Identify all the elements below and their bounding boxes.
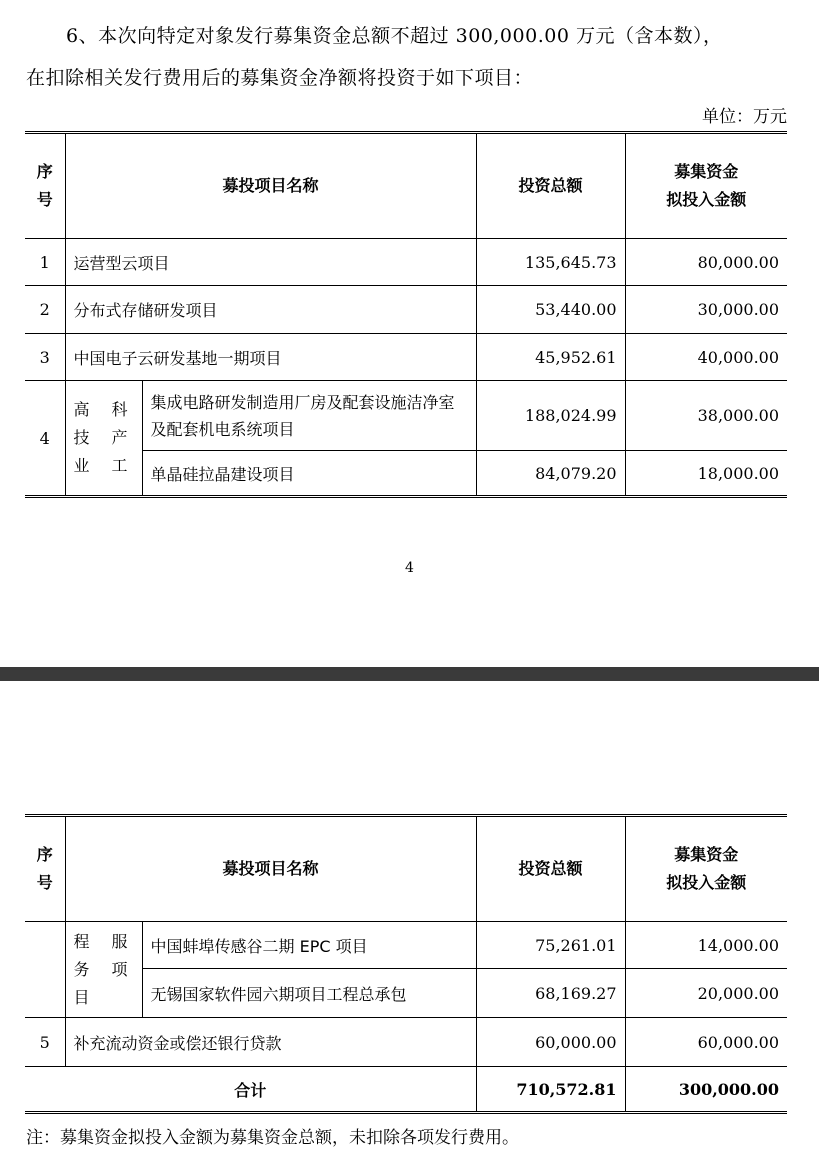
project-table-part2: [25, 814, 787, 1114]
header-raise: 募集资金 拟投入金额: [625, 133, 787, 239]
header-seq: 序号: [25, 133, 65, 239]
total-label: 合计: [25, 1067, 476, 1113]
row-raise: 20,000.00: [625, 969, 787, 1018]
table-row: [25, 334, 787, 381]
intro-paragraph-line2: 在扣除相关发行费用后的募集资金净额将投资于如下项目：: [26, 67, 534, 89]
header-total: 投资总额: [476, 816, 625, 922]
row-raise: 80,000.00: [625, 239, 787, 286]
row-seq: 3: [25, 334, 65, 381]
row-total: 60,000.00: [476, 1018, 625, 1067]
project-table-part1: [25, 131, 787, 498]
table-header-row: [25, 816, 787, 922]
row-name: 中国蚌埠传感谷二期 EPC 项目: [142, 922, 476, 969]
row-total: 68,169.27: [476, 969, 625, 1018]
group-label: 程服务项目: [65, 922, 142, 1018]
row-seq: 4: [25, 381, 65, 497]
total-row: [25, 1067, 787, 1113]
row-total: 53,440.00: [476, 286, 625, 334]
total-amount: 710,572.81: [476, 1067, 625, 1113]
row-name: 无锡国家软件园六期项目工程总承包: [142, 969, 476, 1018]
row-total: 75,261.01: [476, 922, 625, 969]
unit-label: 单位：万元: [702, 107, 787, 127]
row-seq: 1: [25, 239, 65, 286]
row-total: 45,952.61: [476, 334, 625, 381]
row-total: 188,024.99: [476, 381, 625, 451]
row-name: 运营型云项目: [65, 239, 476, 286]
page-separator: [0, 667, 819, 681]
table-row: [25, 922, 787, 969]
row-raise: 60,000.00: [625, 1018, 787, 1067]
table-row: [25, 381, 787, 451]
row-raise: 14,000.00: [625, 922, 787, 969]
row-name: 补充流动资金或偿还银行贷款: [65, 1018, 476, 1067]
header-raise: 募集资金 拟投入金额: [625, 816, 787, 922]
row-raise: 18,000.00: [625, 451, 787, 497]
header-name: 募投项目名称: [65, 133, 476, 239]
row-name: 单晶硅拉晶建设项目: [142, 451, 476, 497]
row-total: 84,079.20: [476, 451, 625, 497]
row-raise: 38,000.00: [625, 381, 787, 451]
footnote: 注：募集资金拟投入金额为募集资金总额，未扣除各项发行费用。: [26, 1128, 519, 1148]
table-header-row: [25, 133, 787, 239]
row-name: 集成电路研发制造用厂房及配套设施洁净室及配套机电系统项目: [142, 381, 476, 451]
total-raise: 300,000.00: [625, 1067, 787, 1113]
row-name: 中国电子云研发基地一期项目: [65, 334, 476, 381]
row-total: 135,645.73: [476, 239, 625, 286]
page-number: 4: [405, 560, 414, 576]
row-seq: 5: [25, 1018, 65, 1067]
group-label: 高科技产业工: [65, 381, 142, 497]
row-name: 分布式存储研发项目: [65, 286, 476, 334]
header-total: 投资总额: [476, 133, 625, 239]
row-raise: 30,000.00: [625, 286, 787, 334]
header-seq: 序号: [25, 816, 65, 922]
row-seq: 2: [25, 286, 65, 334]
row-seq-empty: [25, 922, 65, 1018]
row-raise: 40,000.00: [625, 334, 787, 381]
table-row: [25, 239, 787, 286]
table-row: [25, 286, 787, 334]
table-row: [25, 1018, 787, 1067]
intro-paragraph-line1: 6、本次向特定对象发行募集资金总额不超过 300,000.00 万元（含本数），: [66, 25, 723, 47]
header-name: 募投项目名称: [65, 816, 476, 922]
